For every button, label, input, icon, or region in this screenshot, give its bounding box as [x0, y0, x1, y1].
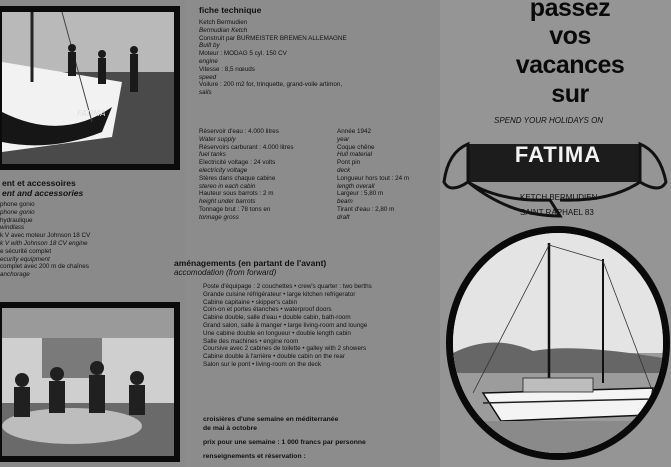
cruise-line-1: croisières d'une semaine en méditerranée: [203, 416, 339, 423]
equipment-item: k V with Johnson 18 CV engine: [0, 239, 88, 247]
layout-title: aménagements (en partant de l'avant): [174, 258, 327, 268]
equipment-item: complet avec 200 m de chaînes: [0, 263, 89, 271]
cruise-line-2: de mai à octobre: [203, 425, 258, 432]
accommodation-item: Cabine double à l'arrière • double cabin on the rear: [203, 353, 346, 361]
spec-line: stereo in each cabin: [199, 182, 256, 190]
tech-sheet-list: [199, 19, 347, 97]
dining-on-deck-illustration: [2, 308, 174, 456]
right-panel: [440, 0, 671, 467]
specs-right-column: [337, 128, 409, 222]
spec-line: Largeur : 5,80 m: [337, 190, 384, 198]
accommodation-item: Une cabine double en longueur • double length cabin: [203, 329, 351, 337]
tech-line: Built by: [199, 42, 220, 50]
spec-line: Année 1942: [337, 128, 371, 135]
spec-line: Stères dans chaque cabine: [199, 174, 276, 182]
equipment-item: k V avec moteur Johnson 18 CV: [0, 232, 91, 240]
ketch-illustration: [453, 233, 663, 453]
boat-name: FATIMA: [514, 142, 602, 167]
tech-line: engine: [199, 57, 218, 65]
accommodation-item: Grande cuisine réfrigérateur • large kitchen refrigerator: [203, 290, 356, 298]
spec-line: Coque chêne: [337, 143, 375, 151]
crew-on-deck-illustration: [2, 12, 174, 164]
headline-word: vacances: [515, 51, 625, 79]
specs-left-column: [199, 128, 294, 222]
spec-line: draft: [337, 213, 350, 221]
accommodation-item: Salle des machines • engine room: [203, 337, 299, 345]
equipment-item: windlass: [0, 224, 25, 232]
spec-line: deck: [337, 166, 351, 174]
equipment-item: anchorage: [0, 271, 30, 279]
equipment-item: hydraulique: [0, 216, 33, 224]
spec-line: tonnage gross: [199, 213, 239, 221]
accommodation-item: Poste d'équipage : 2 couchettes • crew's quarter : two berths: [203, 283, 372, 290]
fatima-ribbon-banner: [440, 122, 671, 222]
spec-line: fuel tanks: [199, 151, 226, 159]
left-panel: [0, 0, 185, 467]
tech-line: Bermudian Ketch: [199, 26, 248, 34]
info-line: renseignements et réservation :: [203, 453, 306, 460]
accommodation-item: Cabine double, salle d'eau • double cabin, bath-room: [203, 314, 351, 322]
ketch-photo-medallion: [446, 226, 670, 460]
spec-line: year: [337, 135, 350, 143]
crew-on-deck-photo: [0, 6, 180, 170]
layout-subtitle: accomodation (from forward): [174, 268, 277, 277]
price-line: prix pour une semaine : 1 000 francs par personne: [203, 439, 366, 446]
dining-on-deck-photo: [0, 302, 180, 462]
svg-text:FATIMA: FATIMA: [77, 109, 106, 118]
accommodation-item: Grand salon, salle à manger • large living-room and lounge: [203, 321, 368, 329]
spec-line: Tirant d'eau : 2,80 m: [337, 205, 395, 213]
equipment-item: ecurity equipment: [0, 255, 50, 263]
tech-line: Voilure : 200 m2 for, trinquette, grand-voile artimon,: [199, 81, 343, 89]
spec-line: electricity voltage: [199, 166, 248, 174]
ketch-type: KETCH BERMUDIEN: [520, 193, 598, 202]
accommodation-item: Coursive avec 2 cabines de toilette • galley with 2 showers: [203, 345, 367, 353]
accommodation-item: Salon sur le pont • living-room on the deck: [203, 360, 322, 368]
accommodation-item: Coin-on et portes étanches • waterproof doors: [203, 306, 332, 314]
equipment-subtitle: ent and accessories: [2, 188, 84, 198]
tech-line: Construit par BURMEISTER BREMEN ALLEMAGNE: [199, 34, 347, 42]
equipment-item: phone gonio: [0, 201, 35, 208]
spec-line: Pont pin: [337, 159, 361, 167]
spec-line: Réservoir d'eau : 4.000 litres: [199, 128, 279, 135]
tech-line: speed: [199, 73, 217, 81]
home-port: SAINT RAPHAEL 83: [520, 208, 594, 217]
spec-line: Electricité voltage : 24 volts: [199, 159, 276, 167]
tech-line: sails: [199, 89, 212, 97]
spec-line: beam: [337, 198, 353, 206]
equipment-item: phone gonio: [0, 208, 35, 216]
headline-word: vos: [549, 22, 591, 50]
accommodation-list: [203, 283, 372, 369]
tech-sheet-title: fiche technique: [199, 5, 262, 15]
tech-line: Vitesse : 8,5 nœuds: [199, 65, 255, 73]
equipment-item: e sécurité complet: [0, 247, 52, 255]
spec-line: Hull material: [337, 151, 372, 159]
spec-line: Hauteur sous barrots : 2 m: [199, 190, 274, 198]
headline-word: passez: [529, 0, 611, 22]
equipment-title: ent et accessoires: [2, 178, 76, 188]
headline-word: sur: [551, 80, 589, 108]
spend-holidays-line: SPEND YOUR HOLIDAYS ON: [494, 116, 604, 125]
spec-line: Tonnage brut : 78 tons en: [199, 205, 271, 213]
tech-line: Ketch Bermudien: [199, 19, 248, 26]
equipment-list: [0, 201, 90, 279]
tech-line: Moteur : MODAG 5 cyl. 150 CV: [199, 50, 287, 58]
accommodation-item: Cabine capitaine • skipper's cabin: [203, 298, 298, 306]
spec-line: length overall: [337, 182, 375, 190]
spec-line: Water supply: [199, 135, 236, 143]
spec-line: height under barrots: [199, 198, 256, 206]
middle-panel: [174, 0, 440, 467]
spec-line: Réservoirs carburant : 4.000 litres: [199, 143, 294, 151]
spec-line: Longueur hors tout : 24 m: [337, 174, 410, 182]
